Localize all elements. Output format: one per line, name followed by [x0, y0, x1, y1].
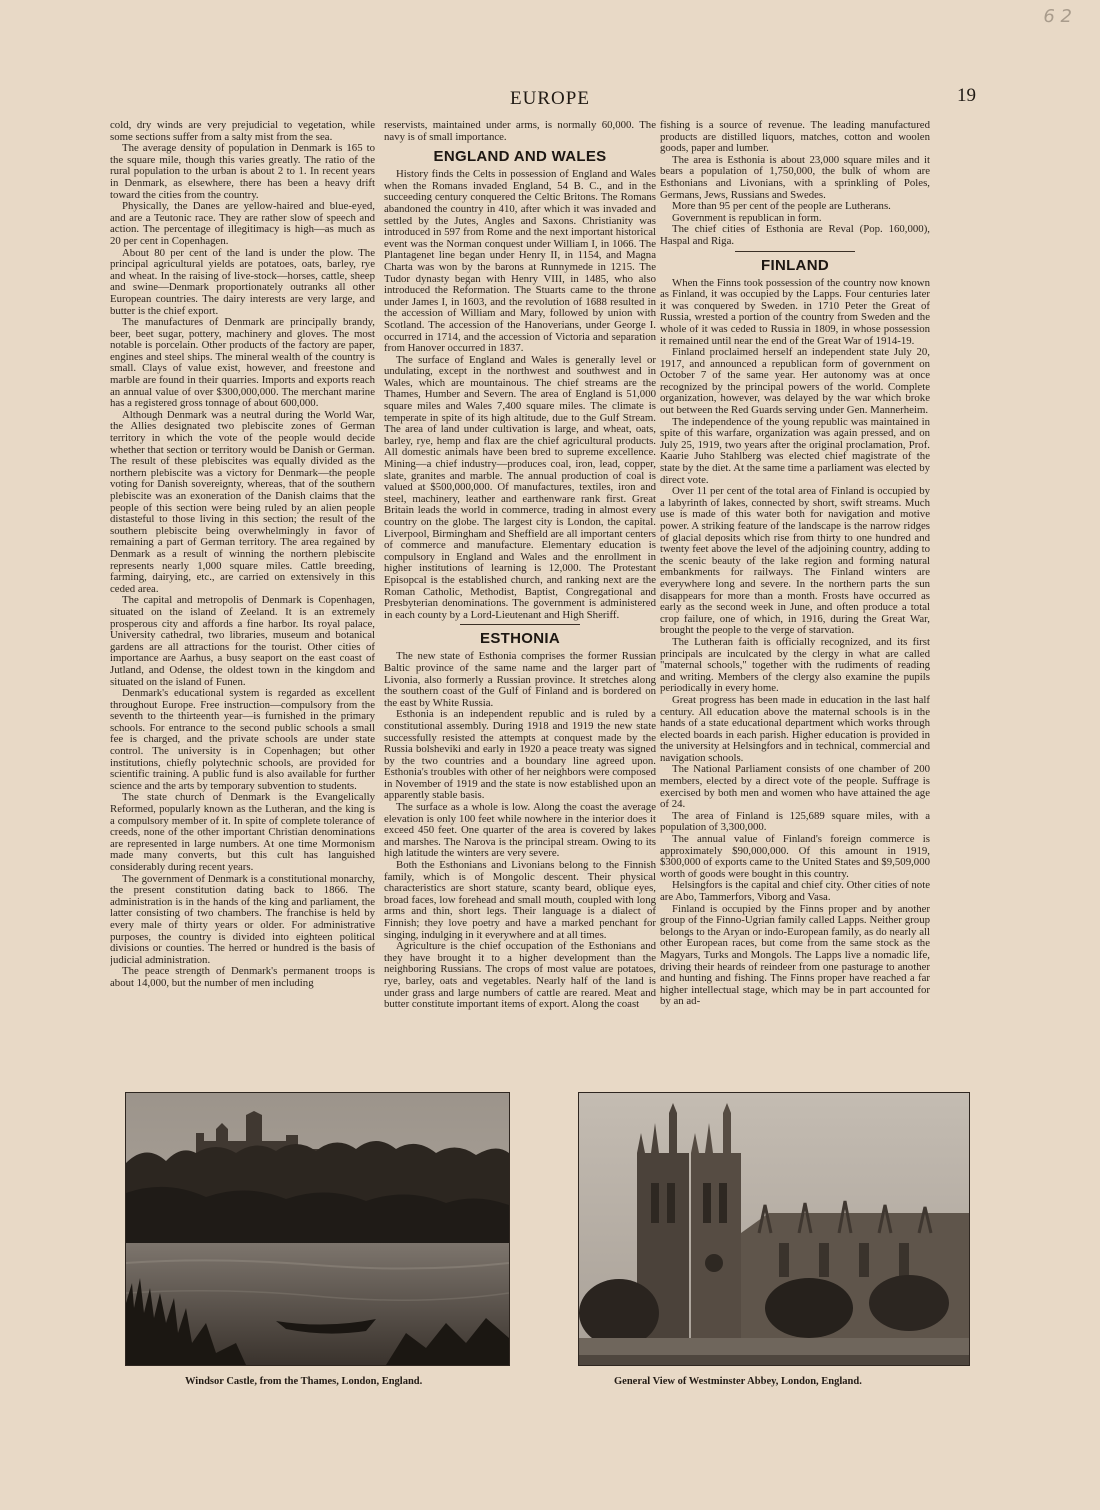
paragraph: The average density of population in Denmark is 165 to the square mile, though this varies greatly. The ratio of the rural population to the urban is about 2 to 1. In recent years in Denmark, as elsewhere, there has been a heavy drift toward the cities from the country. — [110, 142, 375, 201]
paragraph: The manufactures of Denmark are principally brandy, beer, beet sugar, pottery, machinery and gloves. The most notable is porcelain. Other products of the factory are paper, engines and steel ships. The mineral wealth of the country is small. Clays of value exist, however, and freestone and marble are found in their quarries. Imports and exports reach an annual value of over $300,000,000. The merchant marine has a registered gross tonnage of about 600,000. — [110, 316, 375, 410]
paragraph: Although Denmark was a neutral during the World War, the Allies designated two plebiscite zones of German territory in which the vote of the people would decide whether that section or territory would be Danish or German. The result of these plebiscites was equally divided as the northern plebiscite was a victory for Denmark—the people voting for Danish sovereignty, whereas, that of the southern plebiscite was an exoneration of the Danish claims that the people of this section were being ruled by an alien people distasteful to those living in this section; the result of the southern plebiscite being overwhelmingly in favor of remaining a part of German territory. The area regained by Denmark as a result of winning the northern plebiscite represents nearly 1,000 square miles. Cattle breeding, farming, dairying, etc., are carried on extensively in this ceded area. — [110, 408, 375, 595]
pencil-mark: 6 2 — [1043, 6, 1072, 27]
column-2 — [384, 120, 656, 1080]
paragraph: fishing is a source of revenue. The leading manufactured products are distilled liquors, matches, cotton and woolen goods, paper and lumber. — [660, 120, 930, 155]
paragraph: About 80 per cent of the land is under the plow. The principal agricultural yields are potatoes, oats, barley, rye and wheat. In the raising of live-stock—horses, cattle, sheep and swine—Denmark proportionately outranks all other European countries. The dairy interests are very large, and butter is the chief export. — [110, 246, 375, 317]
paragraph: The independence of the young republic was maintained in spite of this warfare, organization was again pressed, and on July 25, 1919, two years after the original proclamation, Prof. Kaarie Juho Stahlberg was elected chief magistrate of the state by the diet. At the same time a parliament was elected by direct vote. — [660, 415, 930, 486]
photo-caption-windsor: Windsor Castle, from the Thames, London, England. — [185, 1376, 423, 1387]
photo-westminster-abbey — [578, 1092, 970, 1366]
paragraph: Physically, the Danes are yellow-haired and blue-eyed, and are a Teutonic race. They are rather slow of speech and action. The percentage of illegitimacy is high—as much as 20 per cent in Copenhagen. — [110, 200, 375, 247]
photo-windsor-castle — [125, 1092, 510, 1366]
westminster-abbey-photo — [579, 1093, 969, 1365]
paragraph: reservists, maintained under arms, is normally 60,000. The navy is of small importance. — [384, 120, 656, 143]
paragraph: The National Parliament consists of one chamber of 200 members, elected by a direct vote of the people. Suffrage is exercised by both men and women who have attained the age of 24. — [660, 763, 930, 811]
paragraph: The area is Esthonia is about 23,000 square miles and it bears a population of 1,750,000, the bulk of whom are Esthonians and Livonians, with a sprinkling of Poles, Germans, Jews, Russians and Swedes. — [660, 153, 930, 201]
paragraph: Over 11 per cent of the total area of Finland is occupied by a labyrinth of lakes, connected by short, swift streams. Much use is made of this water both for navigation and motive power. A striking feature of the landscape is the narrow ridges of glacial deposits which rise from thirty to one hundred and twenty feet above the level of the adjoining country, adding to the scenic beauty of the lake region and forming natural embankments for railways. The Finland winters are everywhere long and severe. In the northern parts the sun disappears for more than a month. Frosts have occurred as early as the second week in June, and often produce a total crop failure, one of which, in 1916, during the Great War, brought the people to the verge of starvation. — [660, 485, 930, 637]
paragraph: The new state of Esthonia comprises the former Russian Baltic province of the same name and the larger part of Livonia, also formerly a Russian province. It stretches along the southern coast of the Gulf of Finland and is bordered on the east by White Russia. — [384, 650, 656, 709]
running-head: EUROPE — [510, 88, 590, 109]
paragraph: History finds the Celts in possession of England and Wales when the Romans invaded England, 54 B. C., and in the succeeding century conquered the Celtic Britons. The Romans abandoned the country in 410, after which it was invaded and settled by the Jutes, Angles and Saxons. Christianity was introduced in 597 from Rome and the next important historical event was the Norman conquest under William I, in 1066. The Plantagenet line began under Henry II, in 1154, and Magna Charta was won by the barons at Runnymede in 1215. The Tudor dynasty began with Henry VIII, in 1485, who also introduced the Reformation. The Stuarts came to the throne under James I, in 1603, and the revolution of 1688 resulted in the accession of William and Mary, followed by union with Scotland. The accession of the Hanoverians, under George I. occurred in 1714, and the accession of Victoria and separation from Hanover occurred in 1837. — [384, 168, 656, 355]
paragraph: More than 95 per cent of the people are Lutherans. — [672, 200, 891, 213]
paragraph: Denmark's educational system is regarded as excellent throughout Europe. Free instruction—compulsory from the seventh to the thirteenth year—is furnished in the primary schools. For entrance to the second public schools a small fee is charged, and the private schools are under state control. The university is in Copenhagen; but other institutions, chiefly polytechnic schools, are provided for scientific training. A public fund is also available for further science and the arts by temporary subvention to students. — [110, 687, 375, 792]
section-rule — [460, 624, 580, 625]
paragraph: Both the Esthonians and Livonians belong to the Finnish family, which is of Mongolic descent. Their physical characteristics are short stature, scanty beard, oblique eyes, broad faces, low forehead and small mouth, coupled with long arms and thin, short legs. Their language is a dialect of Finnish; they love poetry and have a marked penchant for singing, indulging in it everywhere and at all times. — [384, 859, 656, 941]
paragraph: Agriculture is the chief occupation of the Esthonians and they have brought it to a higher development than the neighboring Russians. The crops of most value are potatoes, rye, barley, oats and vegetables. Nearly half of the land is under grass and large numbers of cattle are reared. Meat and butter constitute important items of export. Along the coast — [384, 940, 656, 1011]
paragraph: The annual value of Finland's foreign commerce is approximately $90,000,000. Of this amount in 1919, $300,000 of exports came to the United States and $9,509,000 worth of goods were bought in this country. — [660, 833, 930, 880]
paragraph: Esthonia is an independent republic and is ruled by a constitutional assembly. During 1918 and 1919 the new state successfully resisted the attempts at conquest made by the Russia bolsheviki and early in 1920 a peace treaty was signed by the two countries and a boundary line agreed upon. Esthonia's troubles with other of her neighbors were composed in November of 1919 and the state is now established upon an apparently stable basis. — [384, 708, 656, 802]
photo-caption-westminster: General View of Westminster Abbey, London, England. — [614, 1376, 862, 1387]
paragraph: Government is republican in form. — [672, 211, 822, 224]
paragraph: The area of Finland is 125,689 square miles, with a population of 3,300,000. — [660, 809, 930, 834]
paragraph: The chief cities of Esthonia are Reval (Pop. 160,000), Haspal and Riga. — [660, 223, 930, 247]
column-3 — [660, 120, 930, 1080]
paragraph: The government of Denmark is a constitutional monarchy, the present constitution dating back to 1866. The administration is in the hands of the king and parliament, the latter consisting of two chambers. The franchise is held by every male of thirty years or older. For administrative purposes, the country is divided into eighteen political divisions or counties. The herred or hundred is the basis of judicial administration. — [110, 872, 375, 966]
paragraph: When the Finns took possession of the country now known as Finland, it was occupied by the Lapps. Four centuries later it was conquered by Sweden. in 1710 Peter the Great of Russia, wrested a portion of the country from Sweden and the whole of it was ceded to Russia in 1809, in whose possession it remained until near the end of the Great War of 1914-19. — [660, 276, 930, 347]
paragraph: The state church of Denmark is the Evangelically Reformed, popularly known as the Lutheran, and the king is a compulsory member of it. In spite of complete tolerance of creeds, none of the other important Christian denominations are represented in large numbers. At one time Mormonism made many converts, but this cult has languished considerably during recent years. — [110, 791, 375, 873]
paragraph: The capital and metropolis of Denmark is Copenhagen, situated on the island of Zeeland. It is an extremely prosperous city and affords a fine harbor. Its royal palace, University cathedral, two libraries, museum and botanical gardens are all attractions for the tourist. Other cities of importance are Aarhus, a busy seaport on the east coast of Jutland, and Odense, the oldest town in the kingdom and situated on the island of Funen. — [110, 594, 375, 688]
column-1 — [110, 120, 375, 1080]
paragraph: The surface of England and Wales is generally level or undulating, except in the northwest and southwest and in Wales, which are mountainous. The chief streams are the Thames, Humber and Severn. The area of England is 51,000 square miles and Wales 7,400 square miles. The climate is temperate in spite of its high altitude, due to the Gulf Stream. The area of land under cultivation is large, and wheat, oats, barley, rye, hemp and flax are the chief agricultural products. All domestic animals have been bred to supreme excellence. Mining—a chief industry—produces coal, iron, lead, copper, slate, granites and marble. The annual production of coal is valued at $500,000,000. Of manufactures, textiles, iron and steel, machinery, leather and earthenware rank first. Great Britain leads the world in commerce, trading in almost every country on the globe. The largest city is London, the capital. Liverpool, Birmingham and Sheffield are all important centers of commerce and manufacture. Elementary education is compulsory in England and Wales and the enrollment in higher institutions of learning is 12,000. The Protestant Episopcal is the established church, and ranking next are the Roman Catholic, Methodist, Baptist, Congregational and Presbyterian denominations. The government is administered in each county by a Lord-Lieutenant and High Sheriff. — [384, 353, 656, 621]
paragraph: cold, dry winds are very prejudicial to vegetation, while some sections suffer from a salty mist from the sea. — [110, 120, 375, 143]
paragraph: Finland is occupied by the Finns proper and by another group of the Finno-Ugrian family called Lapps. Neither group belongs to the Aryan or indo-European family, as do nearly all other European races, but come from the same stock as the Magyars, Turks and Mongols. The Lapps live a nomadic life, driving their heards of reindeer from one pasturage to another and hunting and fishing. The Finns proper have reached a far higher intellectual stage, which may be in part accounted for by an ad- — [660, 902, 930, 1008]
paragraph: Great progress has been made in education in the last half century. All education above the maternal schools is in the hands of a state educational department which works through elected boards in each parish. Higher education is provided in the university at Helsingfors and in technical, commercial and navigation schools. — [660, 693, 930, 764]
paragraph: Finland proclaimed herself an independent state July 20, 1917, and announced a republican form of government on October 7 of the same year. Her autonomy was at once recognized by the principal powers of the world. Complete organization, however, was delayed by the war which broke out between the Red Guards serving under Gen. Mannerheim. — [660, 346, 930, 417]
section-heading-estonia: ESTHONIA — [480, 630, 560, 648]
section-heading-finland: FINLAND — [761, 256, 829, 274]
section-rule — [735, 251, 855, 252]
windsor-castle-photo — [126, 1093, 509, 1365]
paragraph: The Lutheran faith is officially recognized, and its first principals are inculcated by the clergy in what are called "maternal schools," together with the rudiments of reading and writing. Members of the clergy also examine the pupils periodically in every home. — [660, 635, 930, 695]
page-number: 19 — [957, 85, 976, 106]
paragraph: The surface as a whole is low. Along the coast the average elevation is only 100 feet while nowhere in the interior does it exceed 450 feet. One quarter of the area is covered by lakes and marshes. The Narova is the principal stream. Owing to its high latitude the winters are very severe. — [384, 801, 656, 860]
paragraph: Helsingfors is the capital and chief city. Other cities of note are Abo, Tammerfors, Viborg and Vasa. — [660, 879, 930, 903]
paragraph: The peace strength of Denmark's permanent troops is about 14,000, but the number of men including — [110, 965, 375, 989]
section-heading-england-wales: ENGLAND AND WALES — [433, 148, 607, 166]
